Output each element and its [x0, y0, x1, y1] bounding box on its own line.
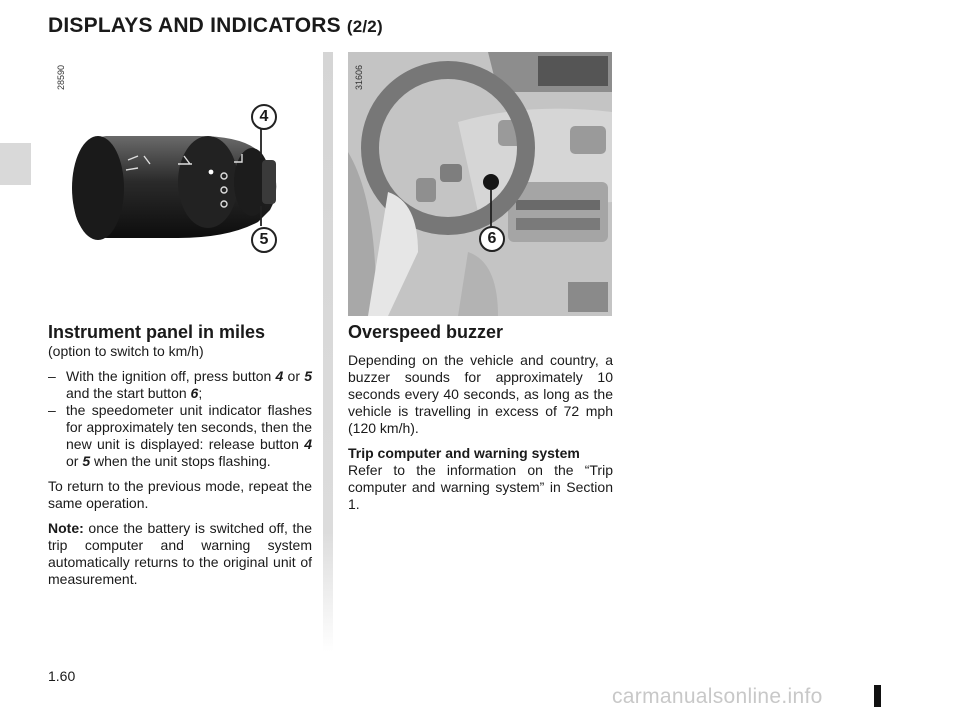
- list-item: [48, 402, 312, 470]
- dashboard-drawing: [348, 52, 612, 316]
- right-column: [348, 321, 613, 521]
- trip-computer-subheading: Trip computer and warning system: [348, 445, 580, 461]
- corner-mark: [874, 685, 881, 707]
- page-number: 1.60: [48, 668, 76, 684]
- illustration-reference: 31606: [354, 64, 364, 90]
- page-title: [48, 14, 383, 38]
- section-subheading: (option to switch to km/h): [48, 343, 204, 359]
- list-item: [48, 368, 312, 402]
- page-title-main: DISPLAYS AND INDICATORS: [48, 14, 341, 37]
- section-heading: Instrument panel in miles: [48, 322, 266, 342]
- list-dash: –: [48, 368, 56, 384]
- note-text: once the battery is switched off, the trip computer and warning system automatically returns to the original unit of measurement.: [48, 520, 312, 587]
- note-label: Note:: [48, 520, 84, 536]
- trip-computer-reference: Refer to the information on the “Trip computer and warning system” in Section 1.: [348, 462, 613, 512]
- list-dash: –: [48, 402, 56, 418]
- callout-4: 4: [251, 104, 277, 130]
- wiper-stalk-illustration: [48, 52, 320, 314]
- callout-5: 5: [251, 227, 277, 253]
- list-item-text: With the ignition off, press button 4 or 5 and the start button 6;: [66, 368, 312, 401]
- watermark: carmanualsonline.info: [612, 685, 823, 708]
- list-item-text: the speedometer unit indicator flashes for approximately ten seconds, then the new unit is displayed: release button 4 or 5 when the unit stops flashing.: [66, 402, 312, 469]
- wiper-stalk-drawing: [48, 52, 320, 314]
- callout-6: 6: [479, 226, 505, 252]
- overspeed-description: Depending on the vehicle and country, a buzzer sounds for approximately 10 seconds every 40 seconds, as long as the vehicle is travelling in excess of 72 mph (120 km/h).: [348, 352, 613, 436]
- return-instruction: To return to the previous mode, repeat the same operation.: [48, 478, 312, 511]
- dashboard-illustration: [348, 52, 612, 316]
- note-paragraph: [48, 520, 312, 588]
- left-column: [48, 321, 312, 596]
- page-title-part: (2/2): [346, 17, 383, 36]
- section-heading: Overspeed buzzer: [348, 322, 504, 342]
- column-divider: [323, 52, 333, 652]
- illustration-reference: 28590: [56, 64, 66, 90]
- section-tab: [0, 143, 31, 185]
